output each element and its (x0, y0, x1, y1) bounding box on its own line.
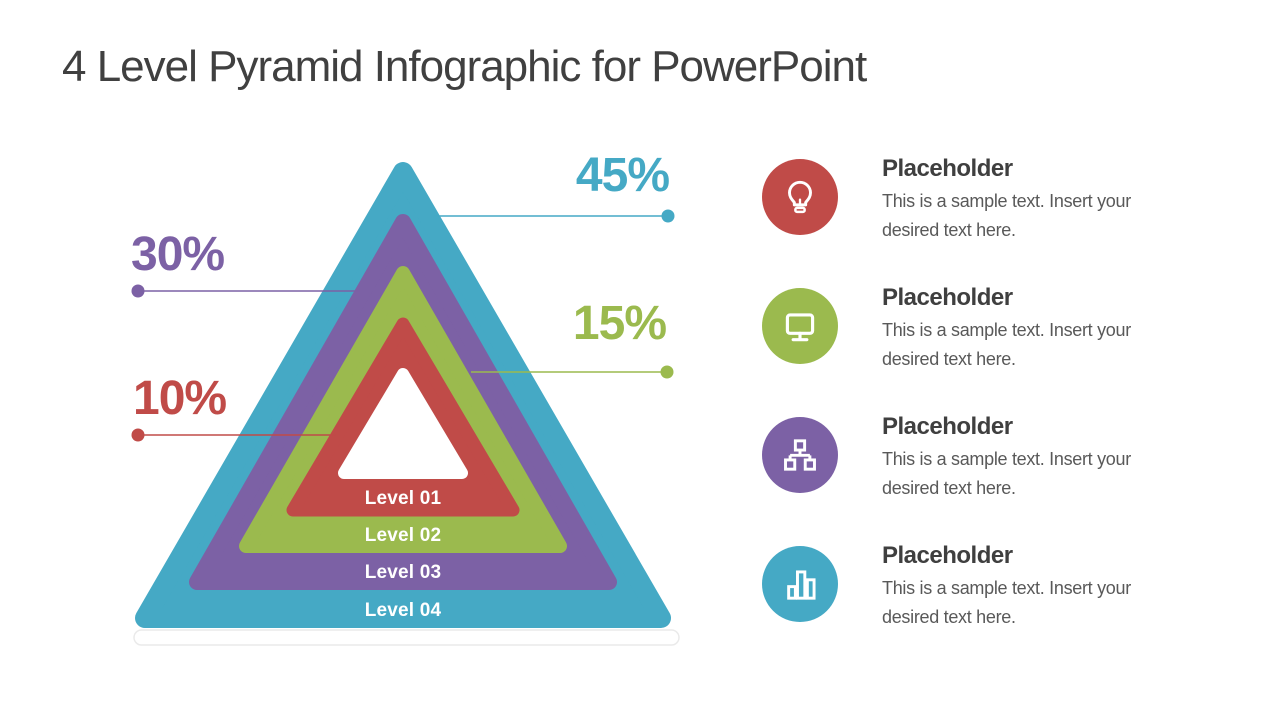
list-item-4 (762, 542, 1192, 632)
bar-chart-icon (762, 546, 838, 622)
item-title: Placeholder (882, 155, 1013, 182)
leader-dot-45 (662, 210, 675, 223)
leader-dot-30 (132, 285, 145, 298)
percent-45-label: 45% (575, 149, 669, 202)
leader-dot-15 (661, 366, 674, 379)
list-item-2 (762, 284, 1192, 374)
sitemap-icon (762, 417, 838, 493)
item-title: Placeholder (882, 413, 1013, 440)
lightbulb-icon (762, 159, 838, 235)
level-2-label: Level 02 (364, 525, 442, 546)
level-4-label: Level 04 (364, 600, 442, 621)
page-title: 4 Level Pyramid Infographic for PowerPoint (62, 42, 867, 91)
pyramid-ground-shadow (134, 630, 679, 645)
monitor-icon (762, 288, 838, 364)
item-body: This is a sample text. Insert your desired text here. (882, 320, 1131, 369)
item-title: Placeholder (882, 542, 1013, 569)
list-item-3 (762, 413, 1192, 503)
item-body: This is a sample text. Insert your desired text here. (882, 449, 1131, 498)
percent-30-label: 30% (131, 228, 225, 281)
list-item-1 (762, 155, 1192, 245)
percent-10-label: 10% (133, 372, 227, 425)
item-title: Placeholder (882, 284, 1013, 311)
leader-dot-10 (132, 429, 145, 442)
level-3-label: Level 03 (364, 562, 442, 583)
percent-15-label: 15% (572, 297, 666, 350)
item-body: This is a sample text. Insert your desired text here. (882, 191, 1131, 240)
item-body: This is a sample text. Insert your desired text here. (882, 578, 1131, 627)
level-1-label: Level 01 (364, 488, 442, 509)
